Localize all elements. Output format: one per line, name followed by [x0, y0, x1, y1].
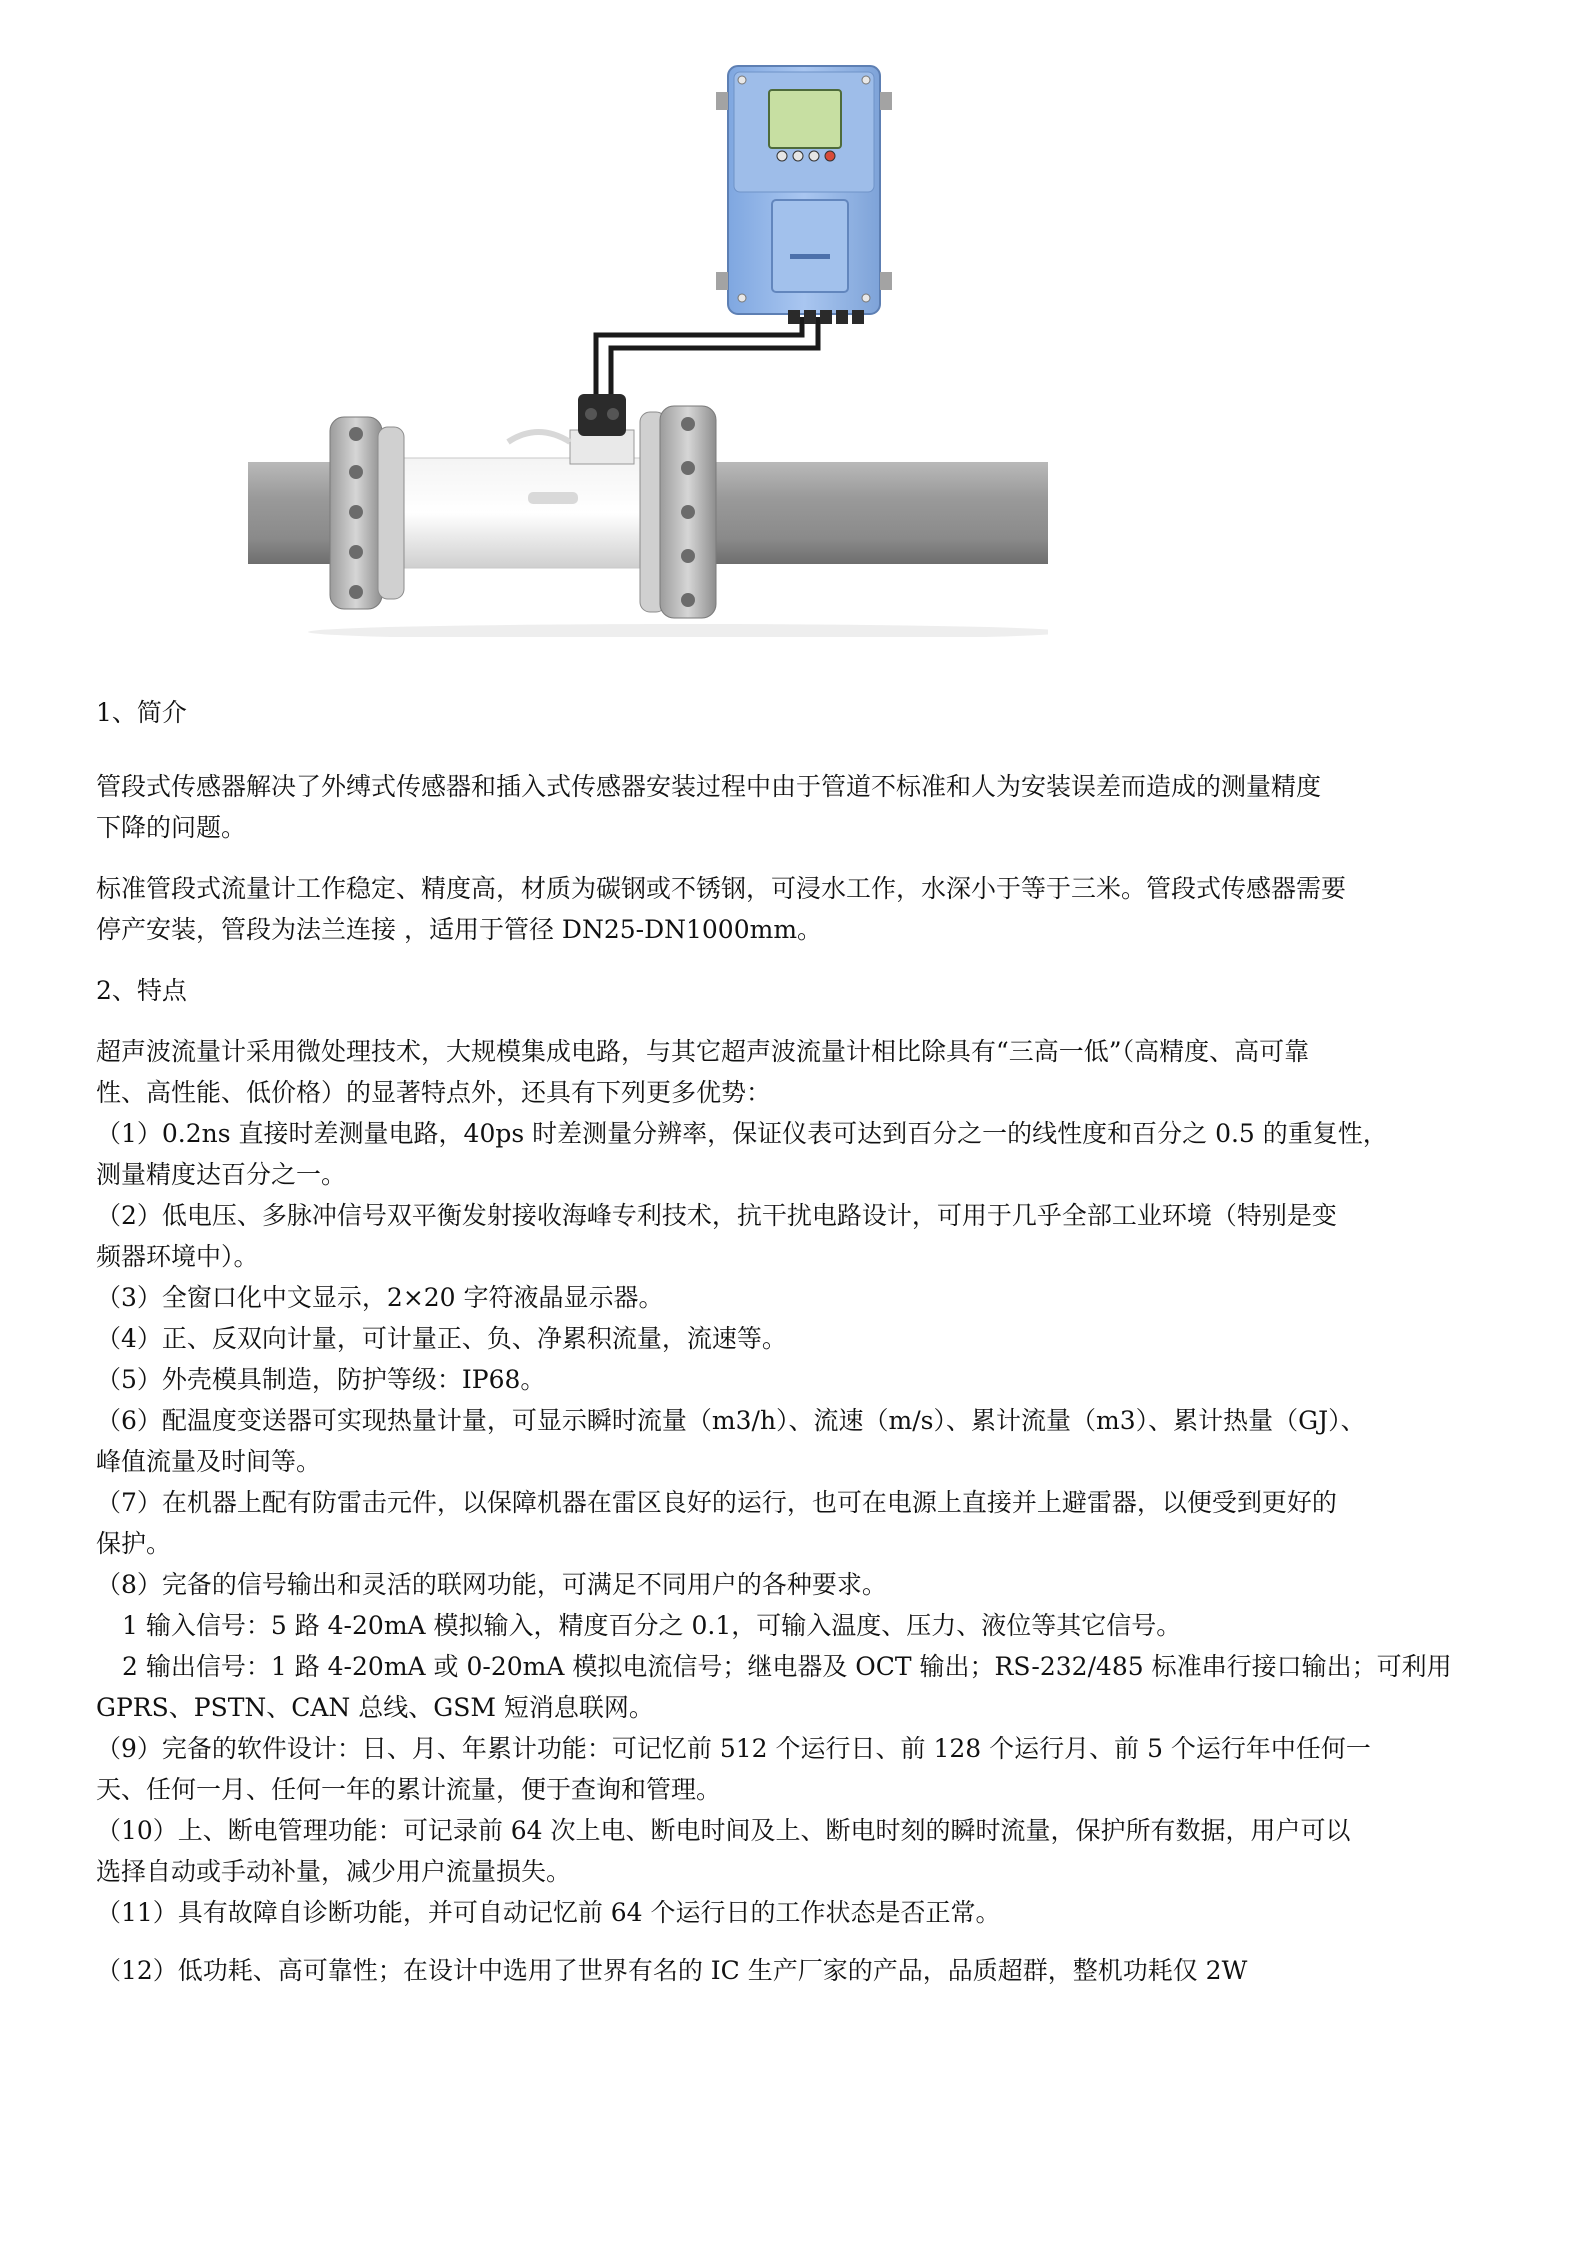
paragraph-line: 管段式传感器解决了外缚式传感器和插入式传感器安装过程中由于管道不标准和人为安装误差而造成的测量精度 — [96, 772, 1322, 801]
feature-line: （5）外壳模具制造，防护等级：IP68。 — [96, 1365, 546, 1394]
paragraph-line: 停产安装，管段为法兰连接 ，适用于管径 DN25-DN1000mm。 — [96, 915, 823, 944]
feature-line: GPRS、PSTN、CAN 总线、GSM 短消息联网。 — [96, 1693, 654, 1722]
feature-subline: 2 输出信号：1 路 4-20mA 或 0-20mA 模拟电流信号；继电器及 OCT 输出；RS-232/485 标准串行接口输出；可利用 — [122, 1652, 1452, 1681]
paragraph-line: 下降的问题。 — [96, 813, 247, 842]
lcd-display — [769, 90, 841, 148]
flowmeter-product-image — [248, 22, 1048, 637]
key-button-4 — [825, 151, 835, 161]
feature-line: 频器环境中）。 — [96, 1242, 259, 1271]
feature-line: （4）正、反双向计量，可计量正、负、净累积流量，流速等。 — [96, 1324, 787, 1353]
converter-box — [716, 66, 892, 324]
feature-line: 天、任何一月、任何一年的累计流量，便于查询和管理。 — [96, 1775, 722, 1804]
feature-line: （6）配温度变送器可实现热量计量，可显示瞬时流量（m3/h）、流速（m/s）、累计流量（m3）、累计热量（GJ）、 — [96, 1406, 1366, 1435]
feature-line: 测量精度达百分之一。 — [96, 1160, 347, 1189]
feature-line: 保护。 — [96, 1529, 172, 1558]
document-body — [96, 692, 1516, 1991]
feature-line: （10）上、断电管理功能：可记录前 64 次上电、断电时间及上、断电时刻的瞬时流量，保护所有数据，用户可以 — [96, 1816, 1351, 1845]
measuring-tube — [378, 458, 668, 568]
feature-line: （3）全窗口化中文显示，2×20 字符液晶显示器。 — [96, 1283, 664, 1312]
signal-cables — [596, 317, 818, 404]
terminal-cover — [772, 200, 848, 292]
feature-line: （11）具有故障自诊断功能，并可自动记忆前 64 个运行日的工作状态是否正常。 — [96, 1898, 1001, 1927]
feature-line: 选择自动或手动补量，减少用户流量损失。 — [96, 1857, 572, 1886]
feature-line: （8）完备的信号输出和灵活的联网功能，可满足不同用户的各种要求。 — [96, 1570, 887, 1599]
paragraph-line: 性、高性能、低价格）的显著特点外，还具有下列更多优势： — [96, 1078, 772, 1107]
feature-line: （7）在机器上配有防雷击元件，以保障机器在雷区良好的运行，也可在电源上直接并上避雷器，以便受到更好的 — [96, 1488, 1337, 1517]
key-button-2 — [793, 151, 803, 161]
flowmeter-illustration — [248, 22, 1048, 637]
feature-subline: 1 输入信号：5 路 4-20mA 模拟输入，精度百分之 0.1，可输入温度、压力、液位等其它信号。 — [122, 1611, 1182, 1640]
paragraph-line: 标准管段式流量计工作稳定、精度高，材质为碳钢或不锈钢，可浸水工作，水深小于等于三米。管段式传感器需要 — [96, 874, 1347, 903]
feature-line: （2）低电压、多脉冲信号双平衡发射接收海峰专利技术，抗干扰电路设计，可用于几乎全部工业环境（特别是变 — [96, 1201, 1337, 1230]
shadow — [308, 624, 1048, 637]
section-heading-intro: 1、简介 — [96, 698, 187, 727]
feature-line: （1）0.2ns 直接时差测量电路，40ps 时差测量分辨率，保证仪表可达到百分之一的线性度和百分之 0.5 的重复性， — [96, 1119, 1388, 1148]
feature-line: （9）完备的软件设计：日、月、年累计功能：可记忆前 512 个运行日、前 128 个运行月、前 5 个运行年中任何一 — [96, 1734, 1371, 1763]
feature-line: （12）低功耗、高可靠性；在设计中选用了世界有名的 IC 生产厂家的产品，品质超群，整机功耗仅 2W — [96, 1956, 1248, 1985]
section-heading-features: 2、特点 — [96, 976, 187, 1005]
paragraph-line: 超声波流量计采用微处理技术，大规模集成电路，与其它超声波流量计相比除具有“三高一低”（高精度、高可靠 — [96, 1037, 1310, 1066]
key-button-1 — [777, 151, 787, 161]
flange-right — [640, 406, 716, 618]
flange-left — [330, 417, 404, 609]
key-button-3 — [809, 151, 819, 161]
feature-line: 峰值流量及时间等。 — [96, 1447, 322, 1476]
